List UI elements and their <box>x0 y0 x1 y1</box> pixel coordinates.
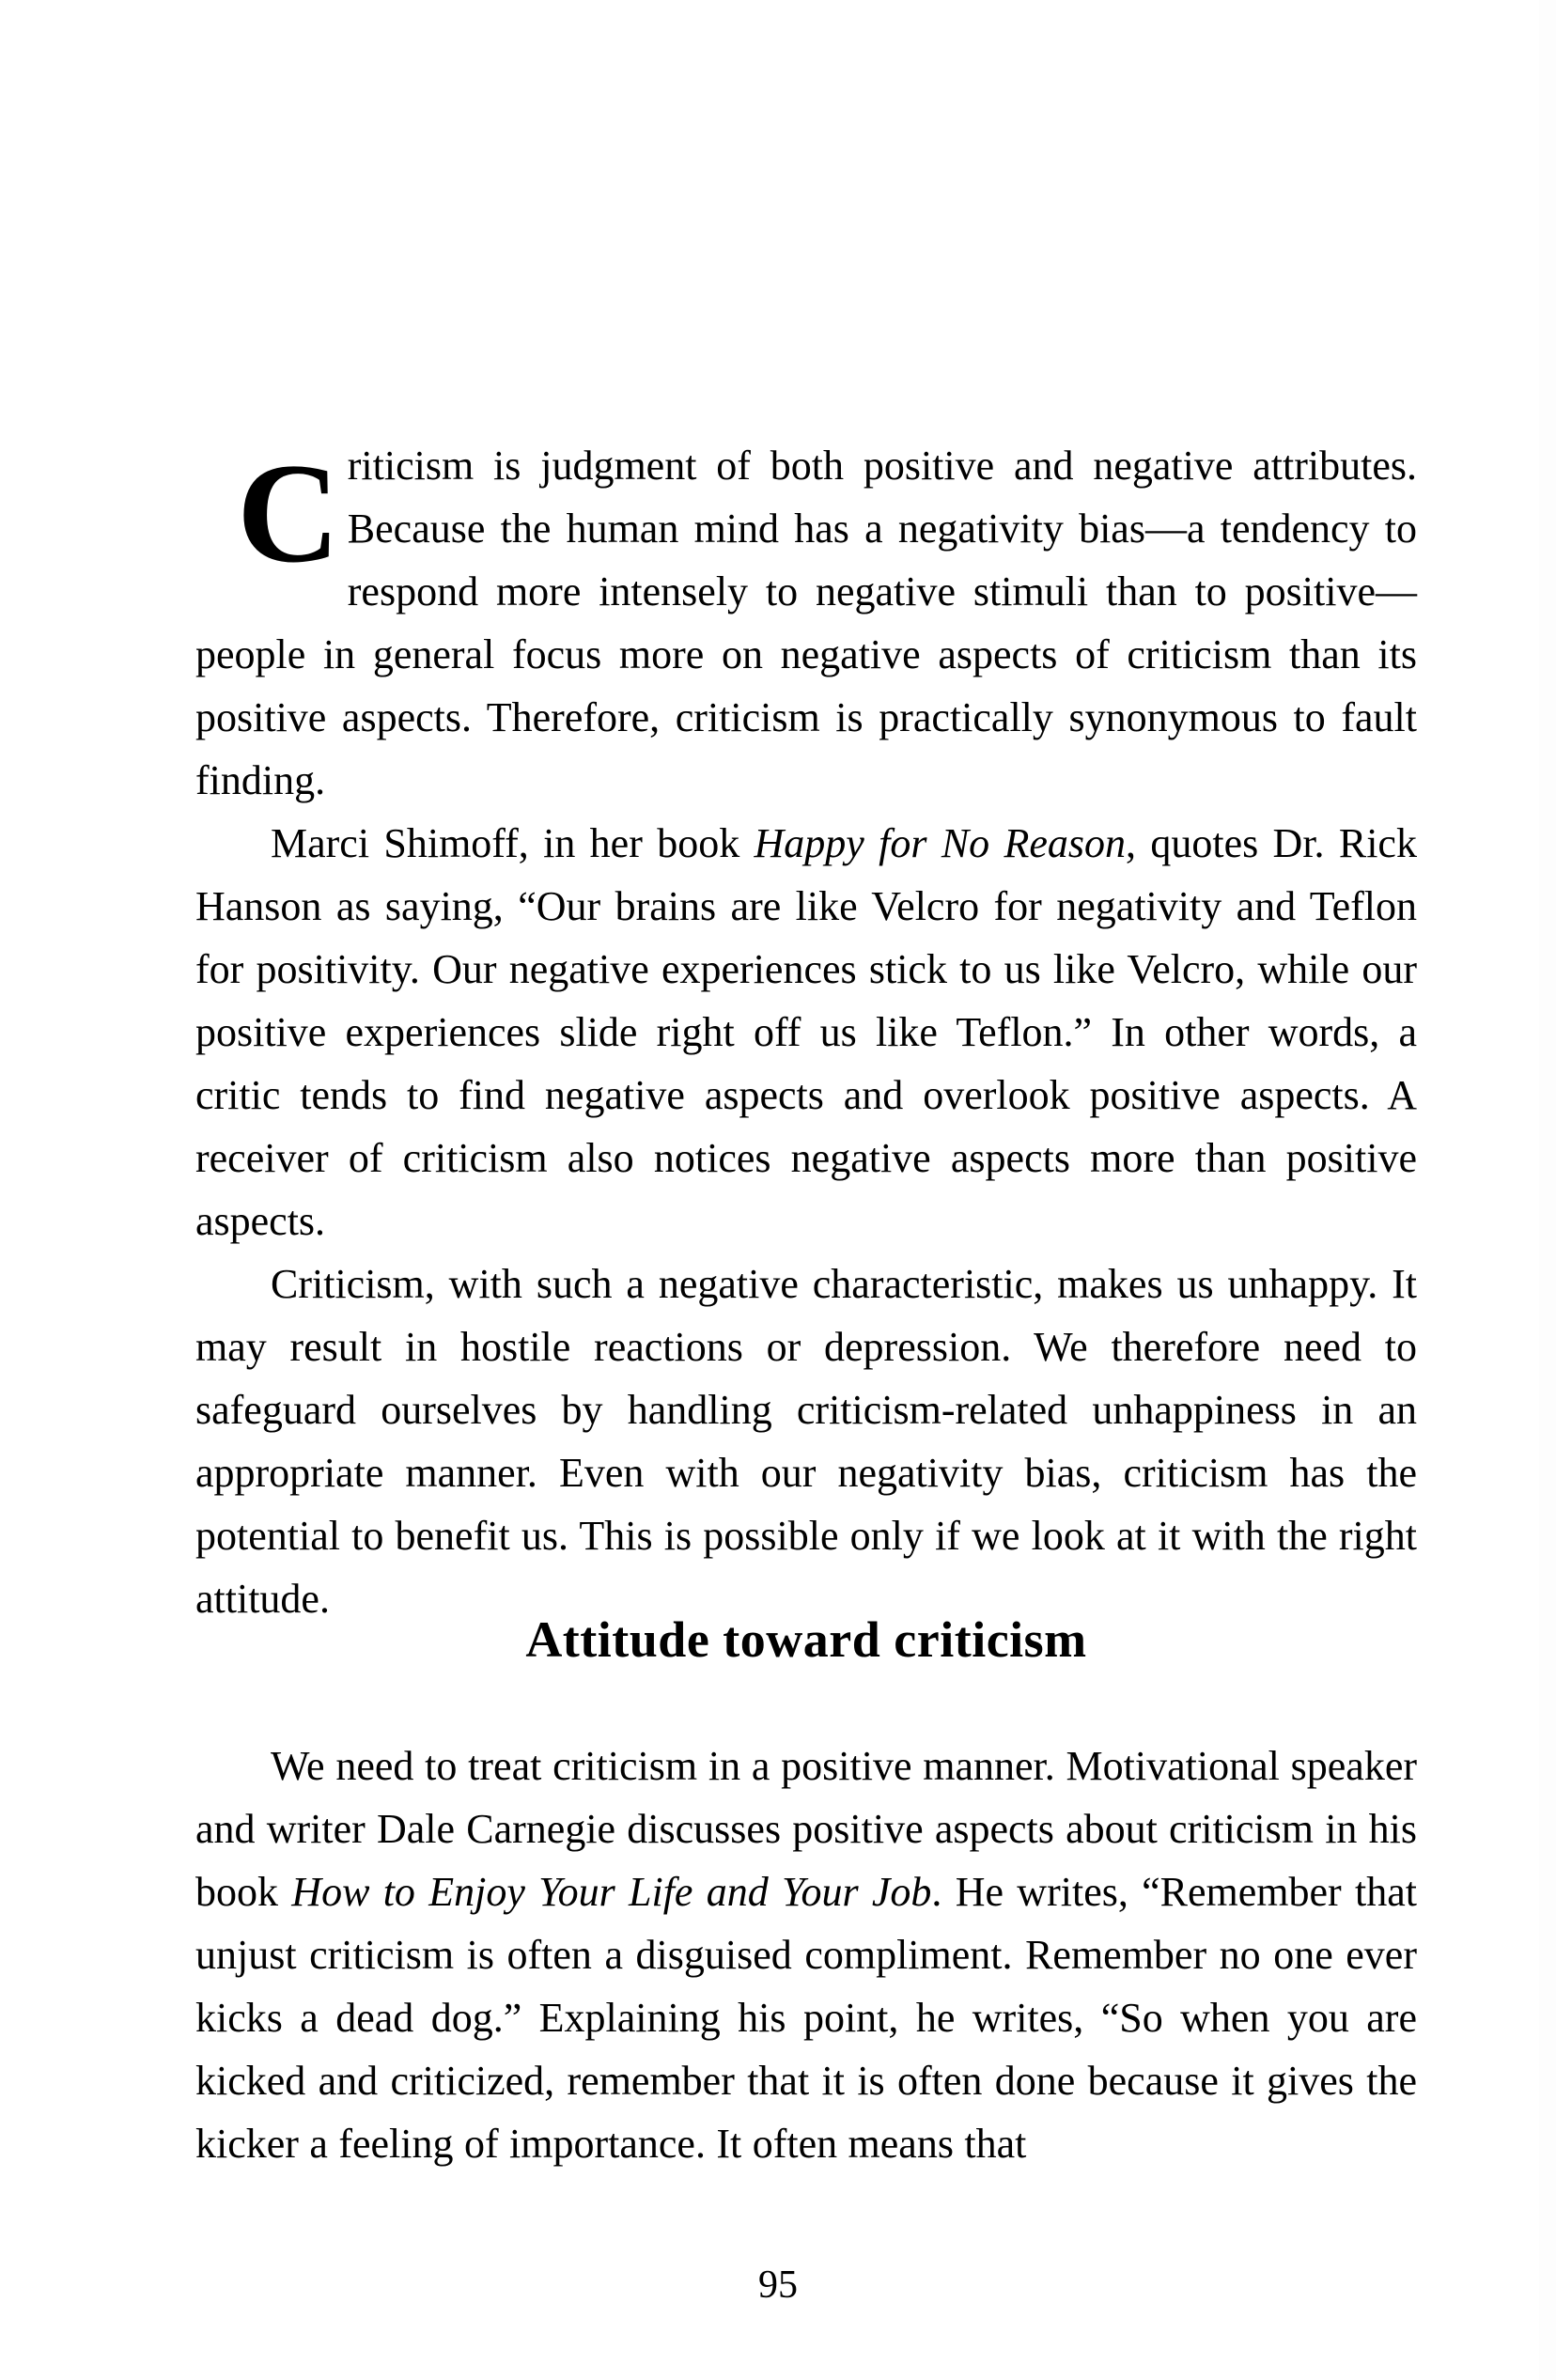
paragraph-opening-text: riticism is judgment of both positive and negative attributes. Because the human mind has a negativity bias—a tendency to respond more intensely to negative stimuli than to positive—people in general focus more on negative aspects of criticism than its positive aspects. Therefore, criticism is practically synonymous to fault finding. <box>195 443 1417 803</box>
page-number: 95 <box>758 2263 798 2307</box>
book-title-happy-for-no-reason: Happy for No Reason <box>754 820 1127 866</box>
drop-cap-letter: C <box>237 434 340 592</box>
scan-edge-top <box>0 0 1556 13</box>
main-text-column <box>195 434 1417 1630</box>
paragraph-shimoff <box>195 812 1417 1252</box>
paragraph-carnegie-lead: We need to treat criticism in a positive manner. Motivational speaker and writer Dale Carnegie discusses positive aspects about criticism in his book <box>195 1743 1417 1915</box>
paragraph-carnegie <box>195 1734 1417 2175</box>
scan-edge-right <box>1539 0 1556 2380</box>
paragraph-shimoff-lead: Marci Shimoff, in her book <box>271 820 755 866</box>
paragraph-shimoff-rest: , quotes Dr. Rick Hanson as saying, “Our brains are like Velcro for negativity and Teflon for positivity. Our negative experiences stick to us like Velcro, while our positive experiences slide right off us like Teflon.” In other words, a critic tends to find negative aspects and overlook positive aspects. A receiver of criticism also notices negative aspects more than positive aspects. <box>195 820 1417 1244</box>
book-title-and-your-job: and Your Job <box>706 1869 932 1915</box>
secondary-text-column <box>195 1734 1417 2175</box>
title-space <box>692 1869 706 1915</box>
paragraph-criticism-unhappy <box>195 1252 1417 1630</box>
paragraph-opening <box>195 434 1417 812</box>
paragraph-carnegie-rest: . He writes, “Remember that unjust criticism is often a disguised compliment. Remember no one ever kicks a dead dog.” Explaining his point, he writes, “So when you are kicked and criticized, remember that it is often done because it gives the kicker a feeling of importance. It often means that <box>195 1869 1417 2167</box>
book-title-how-to-enjoy-your-life: How to Enjoy Your Life <box>291 1869 693 1915</box>
section-heading-attitude-toward-criticism: Attitude toward criticism <box>525 1611 1087 1668</box>
paragraph-criticism-unhappy-text: Criticism, with such a negative characteristic, makes us unhappy. It may result in hostile reactions or depression. We therefore need to safeguard ourselves by handling criticism-related unhappiness in an appropriate manner. Even with our negativity bias, criticism has the potential to benefit us. This is possible only if we look at it with the right attitude. <box>195 1261 1417 1622</box>
